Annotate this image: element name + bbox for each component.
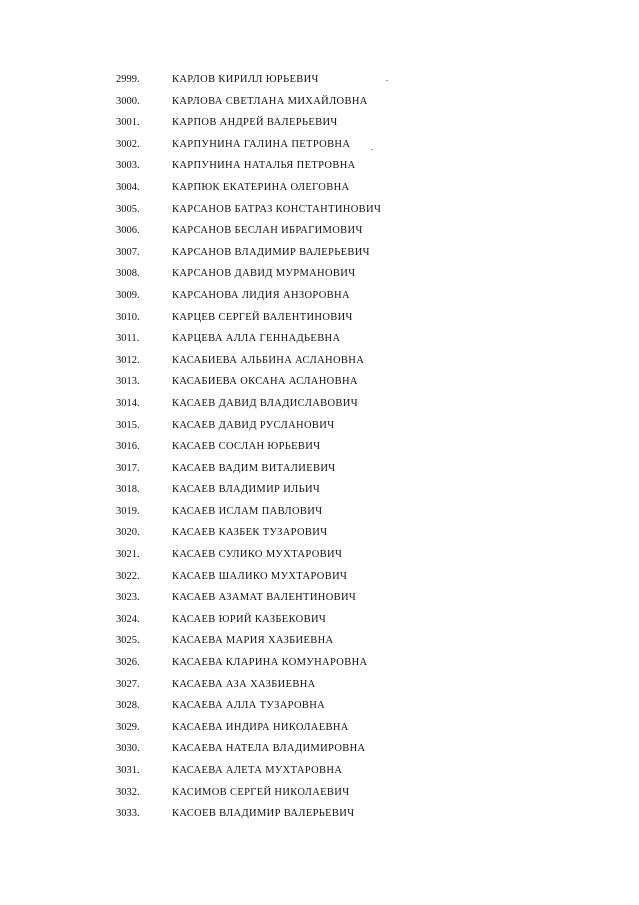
list-item — [116, 225, 416, 247]
entry-name: КАРЛОВ КИРИЛЛ ЮРЬЕВИЧ — [172, 74, 319, 85]
entry-number: 3007. — [116, 246, 140, 258]
entry-number: 3023. — [116, 592, 140, 604]
entry-name: КАСАЕВА АЛЛА ТУЗАРОВНА — [172, 700, 326, 712]
list-item — [116, 614, 416, 636]
list-item — [116, 679, 416, 701]
entry-number: 3010. — [116, 311, 140, 323]
entry-number: 3012. — [116, 354, 140, 366]
list-item — [116, 247, 416, 269]
entry-number: 3011. — [116, 333, 140, 345]
list-item — [116, 117, 416, 139]
entry-number: 3005. — [116, 203, 140, 215]
entry-name: КАСОЕВ ВЛАДИМИР ВАЛЕРЬЕВИЧ — [172, 808, 355, 820]
list-item — [116, 571, 416, 593]
entry-number: 3024. — [116, 613, 140, 625]
entry-name: КАСАЕВА ИНДИРА НИКОЛАЕВНА — [172, 721, 349, 733]
entry-name: КАРЛОВА СВЕТЛАНА МИХАЙЛОВНА — [172, 95, 368, 107]
list-item — [116, 312, 416, 334]
entry-number: 3026. — [116, 657, 140, 669]
list-item — [116, 635, 416, 657]
list-item — [116, 765, 416, 787]
list-item — [116, 808, 416, 830]
name-list — [116, 74, 416, 830]
entry-name: КАСАЕВ ИСЛАМ ПАВЛОВИЧ — [172, 505, 323, 517]
entry-number: 3001. — [116, 117, 140, 129]
list-item — [116, 355, 416, 377]
entry-name: КАСАБИЕВА ОКСАНА АСЛАНОВНА — [172, 376, 358, 388]
entry-number: 3033. — [116, 808, 140, 820]
entry-name: КАСАЕВА МАРИЯ ХАЗБИЕВНА — [172, 635, 334, 647]
entry-number: 3017. — [116, 462, 140, 474]
entry-name: КАСАЕВ СОСЛАН ЮРЬЕВИЧ — [172, 441, 321, 453]
entry-number: 3019. — [116, 505, 140, 517]
entry-number: 3029. — [116, 721, 140, 733]
list-item — [116, 333, 416, 355]
entry-name: КАРСАНОВ БЕСЛАН ИБРАГИМОВИЧ — [172, 225, 363, 237]
list-item — [116, 268, 416, 290]
entry-number: 3030. — [116, 743, 140, 755]
list-item — [116, 96, 416, 118]
list-item — [116, 592, 416, 614]
entry-name: КАСАЕВА АЗА ХАЗБИЕВНА — [172, 678, 316, 690]
entry-name: КАСАБИЕВА АЛЬБИНА АСЛАНОВНА — [172, 354, 365, 366]
entry-name: КАРСАНОВ ДАВИД МУРМАНОВИЧ — [172, 268, 356, 280]
entry-number: 3006. — [116, 225, 140, 237]
entry-number: 3009. — [116, 289, 140, 301]
entry-name: КАРПЮК ЕКАТЕРИНА ОЛЕГОВНА — [172, 181, 350, 193]
entry-name: КАСАЕВ СУЛИКО МУХТАРОВИЧ — [172, 549, 343, 561]
entry-number: 2999. — [116, 74, 140, 85]
entry-name: КАСАЕВА КЛАРИНА КОМУНАРОВНА — [172, 657, 368, 669]
list-item — [116, 700, 416, 722]
list-item — [116, 506, 416, 528]
entry-name: КАРСАНОВ ВЛАДИМИР ВАЛЕРЬЕВИЧ — [172, 246, 370, 258]
entry-number: 3008. — [116, 268, 140, 280]
entry-name: КАСАЕВ ВАДИМ ВИТАЛИЕВИЧ — [172, 462, 336, 474]
entry-number: 3014. — [116, 397, 140, 409]
list-item — [116, 290, 416, 312]
list-item — [116, 787, 416, 809]
entry-name: КАСАЕВ ЮРИЙ КАЗБЕКОВИЧ — [172, 613, 327, 625]
entry-number: 3002. — [116, 138, 140, 150]
entry-number: 3015. — [116, 419, 140, 431]
entry-name: КАСАЕВ КАЗБЕК ТУЗАРОВИЧ — [172, 527, 328, 539]
entry-name: КАРСАНОВА ЛИДИЯ АНЗОРОВНА — [172, 289, 350, 301]
entry-name: КАСАЕВ ВЛАДИМИР ИЛЬИЧ — [172, 484, 321, 496]
list-item — [116, 463, 416, 485]
list-item — [116, 527, 416, 549]
entry-number: 3025. — [116, 635, 140, 647]
list-item — [116, 160, 416, 182]
entry-name: КАСАЕВ ДАВИД РУСЛАНОВИЧ — [172, 419, 335, 431]
entry-name: КАРСАНОВ БАТРАЗ КОНСТАНТИНОВИЧ — [172, 203, 382, 215]
entry-name: КАРПУНИНА НАТАЛЬЯ ПЕТРОВНА — [172, 160, 356, 172]
list-item — [116, 376, 416, 398]
entry-number: 3022. — [116, 570, 140, 582]
entry-name: КАСАЕВА АЛЕТА МУХТАРОВНА — [172, 765, 343, 776]
entry-name: КАСИМОВ СЕРГЕЙ НИКОЛАЕВИЧ — [172, 786, 350, 798]
entry-number: 3031. — [116, 765, 140, 776]
entry-name: КАРПУНИНА ГАЛИНА ПЕТРОВНА — [172, 138, 351, 150]
list-item — [116, 398, 416, 420]
list-item — [116, 549, 416, 571]
list-item — [116, 743, 416, 765]
entry-name: КАРЦЕВ СЕРГЕЙ ВАЛЕНТИНОВИЧ — [172, 311, 353, 323]
entry-number: 3013. — [116, 376, 140, 388]
entry-number: 3021. — [116, 549, 140, 561]
entry-number: 3018. — [116, 484, 140, 496]
entry-number: 3000. — [116, 95, 140, 107]
entry-number: 3016. — [116, 441, 140, 453]
entry-name: КАРЦЕВА АЛЛА ГЕННАДЬЕВНА — [172, 333, 341, 345]
list-item — [116, 657, 416, 679]
entry-name: КАСАЕВА НАТЕЛА ВЛАДИМИРОВНА — [172, 743, 366, 755]
list-item — [116, 722, 416, 744]
list-item — [116, 441, 416, 463]
list-item — [116, 182, 416, 204]
entry-number: 3032. — [116, 786, 140, 798]
entry-number: 3003. — [116, 160, 140, 172]
list-item — [116, 74, 416, 96]
entry-name: КАСАЕВ АЗАМАТ ВАЛЕНТИНОВИЧ — [172, 592, 357, 604]
entry-name: КАСАЕВ ШАЛИКО МУХТАРОВИЧ — [172, 570, 348, 582]
entry-number: 3020. — [116, 527, 140, 539]
entry-number: 3028. — [116, 700, 140, 712]
list-item — [116, 204, 416, 226]
entry-number: 3004. — [116, 181, 140, 193]
entry-name: КАРПОВ АНДРЕЙ ВАЛЕРЬЕВИЧ — [172, 117, 338, 129]
entry-name: КАСАЕВ ДАВИД ВЛАДИСЛАВОВИЧ — [172, 397, 358, 409]
list-item — [116, 139, 416, 161]
list-item — [116, 484, 416, 506]
entry-number: 3027. — [116, 678, 140, 690]
list-item — [116, 420, 416, 442]
